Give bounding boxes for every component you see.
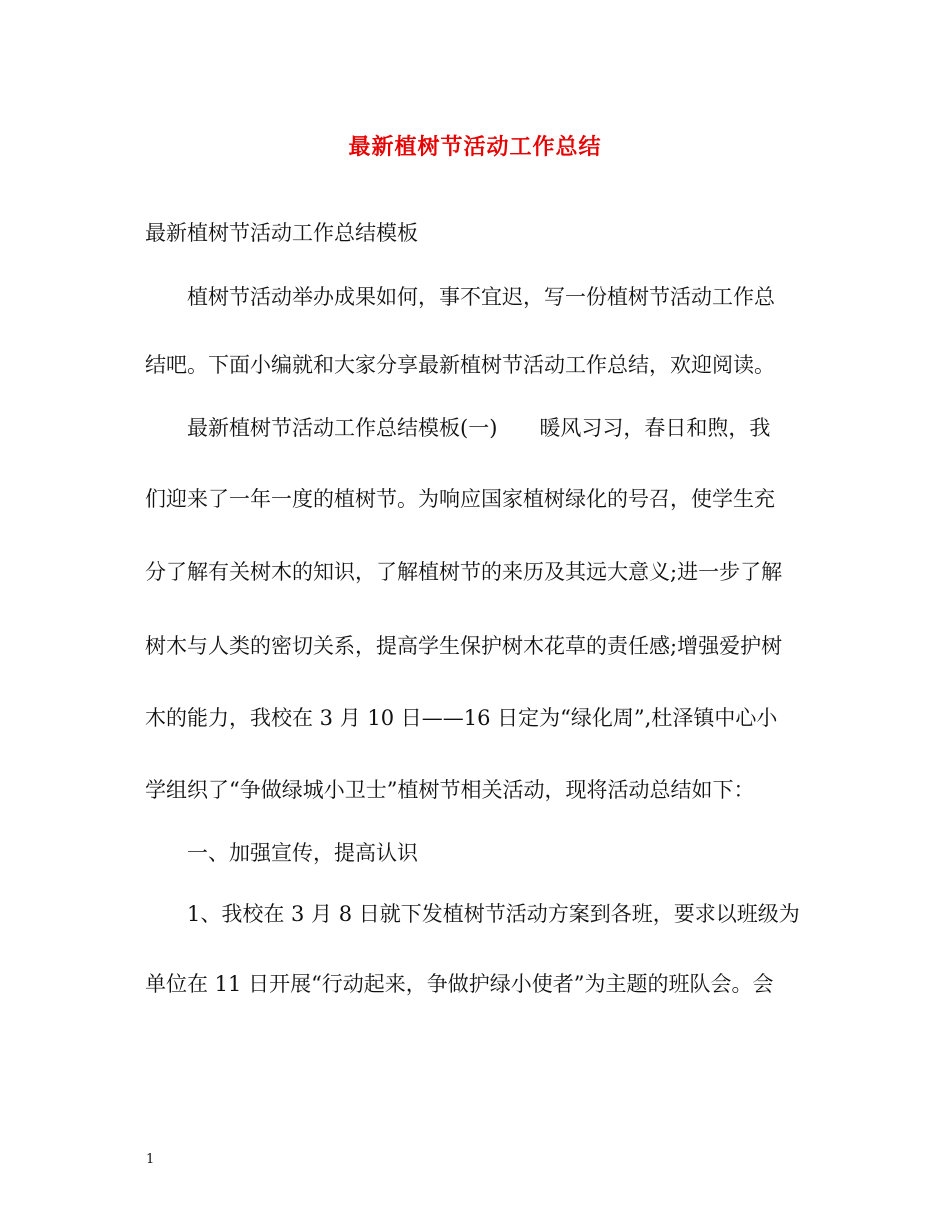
body-line: 分了解有关树木的知识，了解植树节的来历及其远大意义;进一步了解: [145, 560, 783, 584]
body-line: 木的能力，我校在 3 月 10 日——16 日定为“绿化周”,杜泽镇中心小: [145, 706, 778, 730]
body-line: 树木与人类的密切关系，提高学生保护树木花草的责任感;增强爱护树: [145, 634, 783, 658]
body-line: 结吧。下面小编就和大家分享最新植树节活动工作总结，欢迎阅读。: [145, 353, 775, 377]
body-line: 们迎来了一年一度的植树节。为响应国家植树绿化的号召，使学生充: [145, 487, 775, 511]
document-title: 最新植树节活动工作总结: [348, 134, 602, 160]
body-line: 1、我校在 3 月 8 日就下发植树节活动方案到各班，要求以班级为: [145, 902, 800, 926]
body-line: 学组织了“争做绿城小卫士”植树节相关活动，现将活动总结如下：: [145, 778, 755, 802]
body-line: 植树节活动举办成果如何，事不宜迟，写一份植树节活动工作总: [145, 285, 775, 309]
body-line: 最新植树节活动工作总结模板(一) 暖风习习，春日和煦，我: [145, 416, 771, 440]
document-subtitle: 最新植树节活动工作总结模板: [145, 221, 418, 245]
body-line: 一、加强宣传，提高认识: [145, 841, 418, 865]
page-number: 1: [146, 1152, 155, 1167]
body-line: 单位在 11 日开展“行动起来，争做护绿小使者”为主题的班队会。会: [145, 972, 774, 996]
